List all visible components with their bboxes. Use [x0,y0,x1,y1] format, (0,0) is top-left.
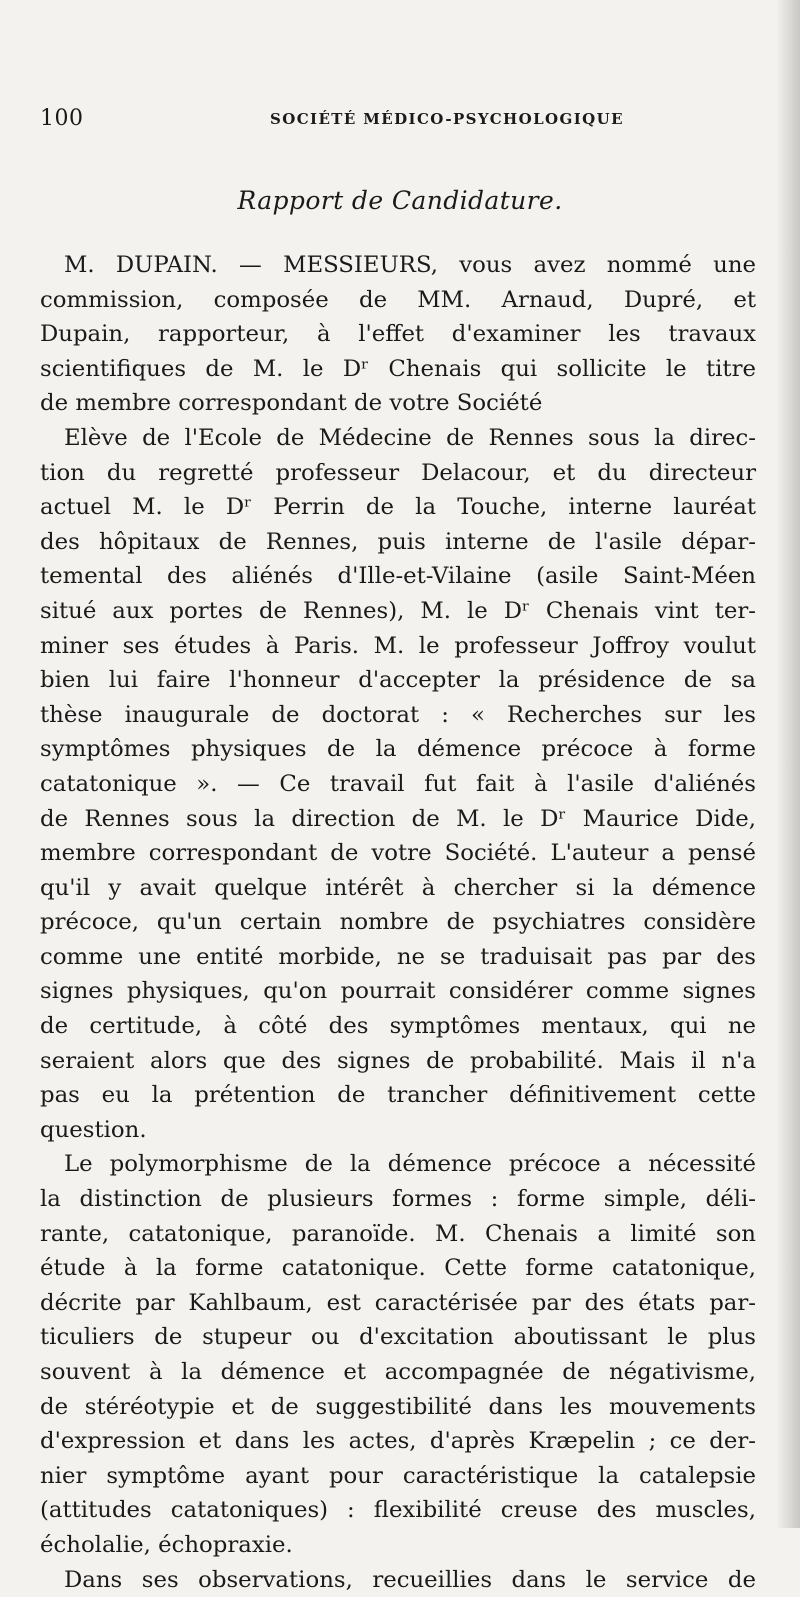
text-line: temental des aliénés d'Ille-et-Vilaine (asile Saint-Méen [40,563,756,590]
section-title: Rapport de Candidature. [237,186,563,215]
text-line: de stéréotypie et de suggestibilité dans les mouvements [40,1393,756,1420]
text-line: d'expression et dans les actes, d'après Kræpelin ; ce der- [40,1428,756,1455]
text-line: M. DUPAIN. — MESSIEURS, vous avez nommé une [64,252,756,278]
text-line: Dupain, rapporteur, à l'effet d'examiner les travaux [40,321,756,348]
text-line: (attitudes catatoniques) : flexibilité creuse des muscles, [40,1497,756,1524]
text-line: qu'il y avait quelque intérêt à chercher si la démence [40,874,756,901]
text-line: tion du regretté professeur Delacour, et du directeur [40,459,756,486]
text-line: commission, composée de MM. Arnaud, Dupré, et [40,286,756,313]
text-line: rante, catatonique, paranoïde. M. Chenais a limité son [40,1220,756,1247]
text-line: comme une entité morbide, ne se traduisait pas par des [40,943,756,970]
text-line: de membre correspondant de votre Société [40,390,543,417]
text-line: pas eu la prétention de trancher définitivement cette [40,1082,756,1109]
text-line: Dans ses observations, recueillies dans le service de [64,1566,756,1593]
text-line: scientifiques de M. le Dʳ Chenais qui sollicite le titre [40,355,756,382]
text-line: catatonique ». — Ce travail fut fait à l'asile d'aliénés [40,770,756,797]
text-line: nier symptôme ayant pour caractéristique la catalepsie [40,1462,756,1489]
text-line: Le polymorphisme de la démence précoce a nécessité [64,1151,756,1178]
text-line: actuel M. le Dʳ Perrin de la Touche, interne lauréat [40,494,756,521]
text-line: membre correspondant de votre Société. L'auteur a pensé [40,840,756,867]
text-line: Elève de l'Ecole de Médecine de Rennes sous la direc- [64,424,756,451]
text-line: précoce, qu'un certain nombre de psychiatres considère [40,909,756,936]
text-line: décrite par Kahlbaum, est caractérisée par des états par- [40,1289,756,1316]
page-edge-shadow [776,0,800,1528]
text-line: écholalie, échopraxie. [40,1531,293,1558]
text-line: de Rennes sous la direction de M. le Dʳ Maurice Dide, [40,805,756,832]
text-line: miner ses études à Paris. M. le professeur Joffroy voulut [40,632,756,659]
text-line: seraient alors que des signes de probabilité. Mais il n'a [40,1047,756,1074]
body-text [40,248,756,1597]
text-line: souvent à la démence et accompagnée de négativisme, [40,1359,756,1385]
text-line: signes physiques, qu'on pourrait considérer comme signes [40,978,756,1005]
page-number: 100 [40,106,84,131]
running-header [40,106,760,136]
text-line: thèse inaugurale de doctorat : « Recherches sur les [40,701,756,728]
text-line: question. [40,1116,147,1143]
text-line: des hôpitaux de Rennes, puis interne de l'asile dépar- [40,528,756,555]
text-line: ticuliers de stupeur ou d'excitation aboutissant le plus [40,1324,756,1351]
text-line: étude à la forme catatonique. Cette forme catatonique, [40,1255,756,1282]
text-line: la distinction de plusieurs formes : forme simple, déli- [40,1186,756,1213]
text-line: situé aux portes de Rennes), M. le Dʳ Chenais vint ter- [40,597,756,624]
text-line: de certitude, à côté des symptômes mentaux, qui ne [40,1013,756,1040]
text-line: bien lui faire l'honneur d'accepter la présidence de sa [40,667,756,694]
text-line: symptômes physiques de la démence précoce à forme [40,736,756,763]
running-title: SOCIÉTÉ MÉDICO-PSYCHOLOGIQUE [270,110,624,128]
